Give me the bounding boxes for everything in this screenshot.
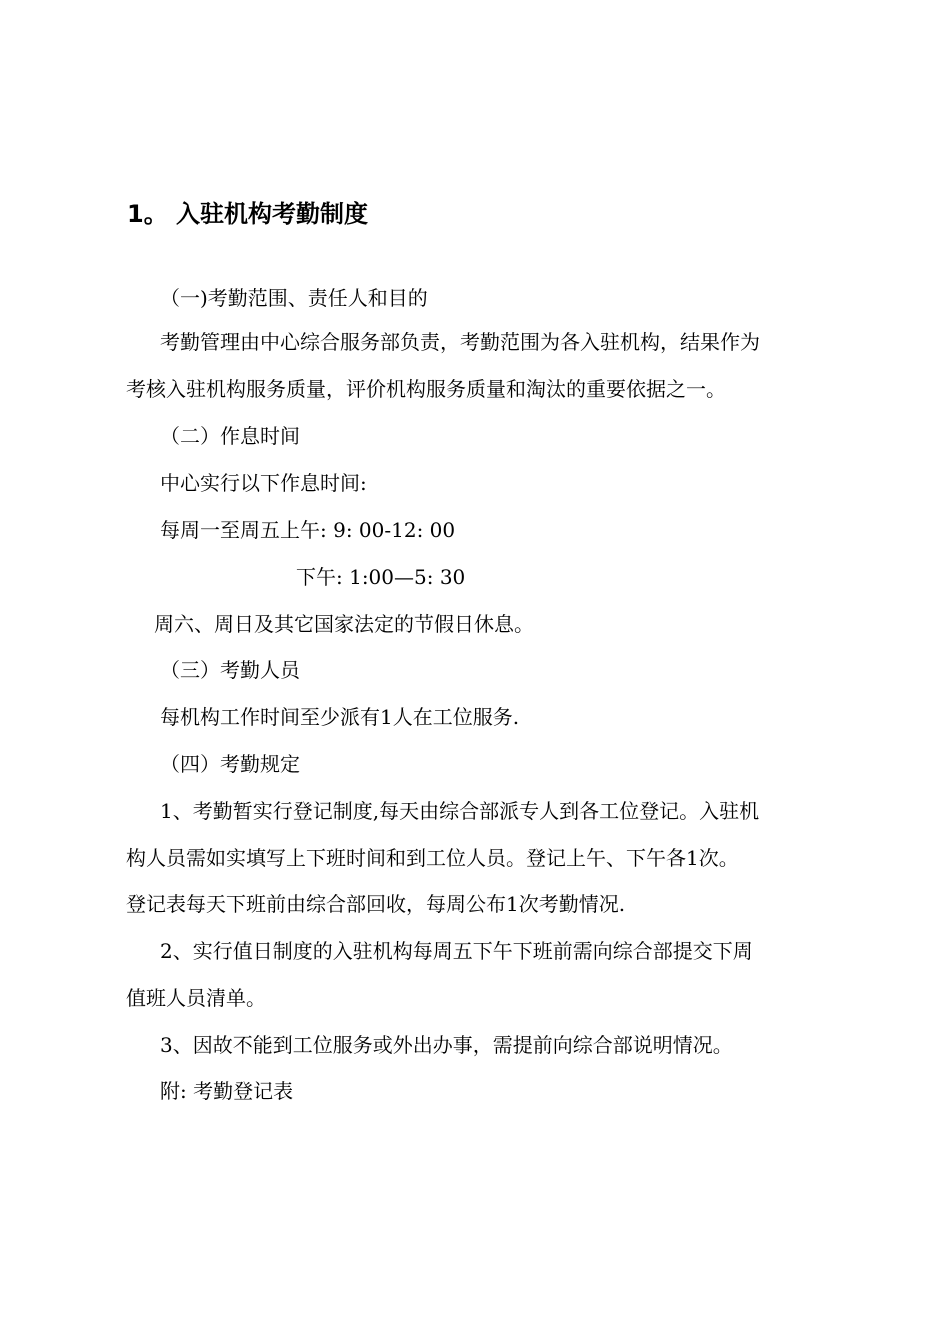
schedule-holidays: 周六、周日及其它国家法定的节假日休息。: [154, 612, 534, 636]
section-1-text-line-1: 考勤管理由中心综合服务部负责，考勤范围为各入驻机构，结果作为: [160, 330, 760, 354]
rule-2-line-1: 2、实行值日制度的入驻机构每周五下午下班前需向综合部提交下周: [160, 939, 753, 963]
rule-1-line-3: 登记表每天下班前由综合部回收，每周公布1次考勤情况.: [126, 892, 626, 916]
appendix-note: 附: 考勤登记表: [160, 1079, 294, 1103]
section-3-text: 每机构工作时间至少派有1人在工位服务.: [160, 705, 520, 729]
schedule-morning: 每周一至周五上午: 9: 00-12: 00: [160, 518, 456, 542]
rule-1-line-1: 1、考勤暂实行登记制度,每天由综合部派专人到各工位登记。入驻机: [160, 799, 760, 823]
document-title: 1。 入驻机构考勤制度: [127, 200, 369, 228]
section-4-heading: （四）考勤规定: [160, 752, 300, 776]
section-3-heading: （三）考勤人员: [160, 658, 300, 682]
schedule-afternoon: 下午: 1:00—5: 30: [296, 565, 466, 589]
section-1-text-line-2: 考核入驻机构服务质量，评价机构服务质量和淘汰的重要依据之一。: [126, 377, 726, 401]
section-1-heading: （一)考勤范围、责任人和目的: [160, 286, 428, 310]
section-2-heading: （二）作息时间: [160, 424, 300, 448]
rule-1-line-2: 构人员需如实填写上下班时间和到工位人员。登记上午、下午各1次。: [126, 846, 739, 870]
schedule-intro: 中心实行以下作息时间:: [160, 471, 367, 495]
rule-3: 3、因故不能到工位服务或外出办事，需提前向综合部说明情况。: [160, 1033, 733, 1057]
rule-2-line-2: 值班人员清单。: [126, 986, 266, 1010]
